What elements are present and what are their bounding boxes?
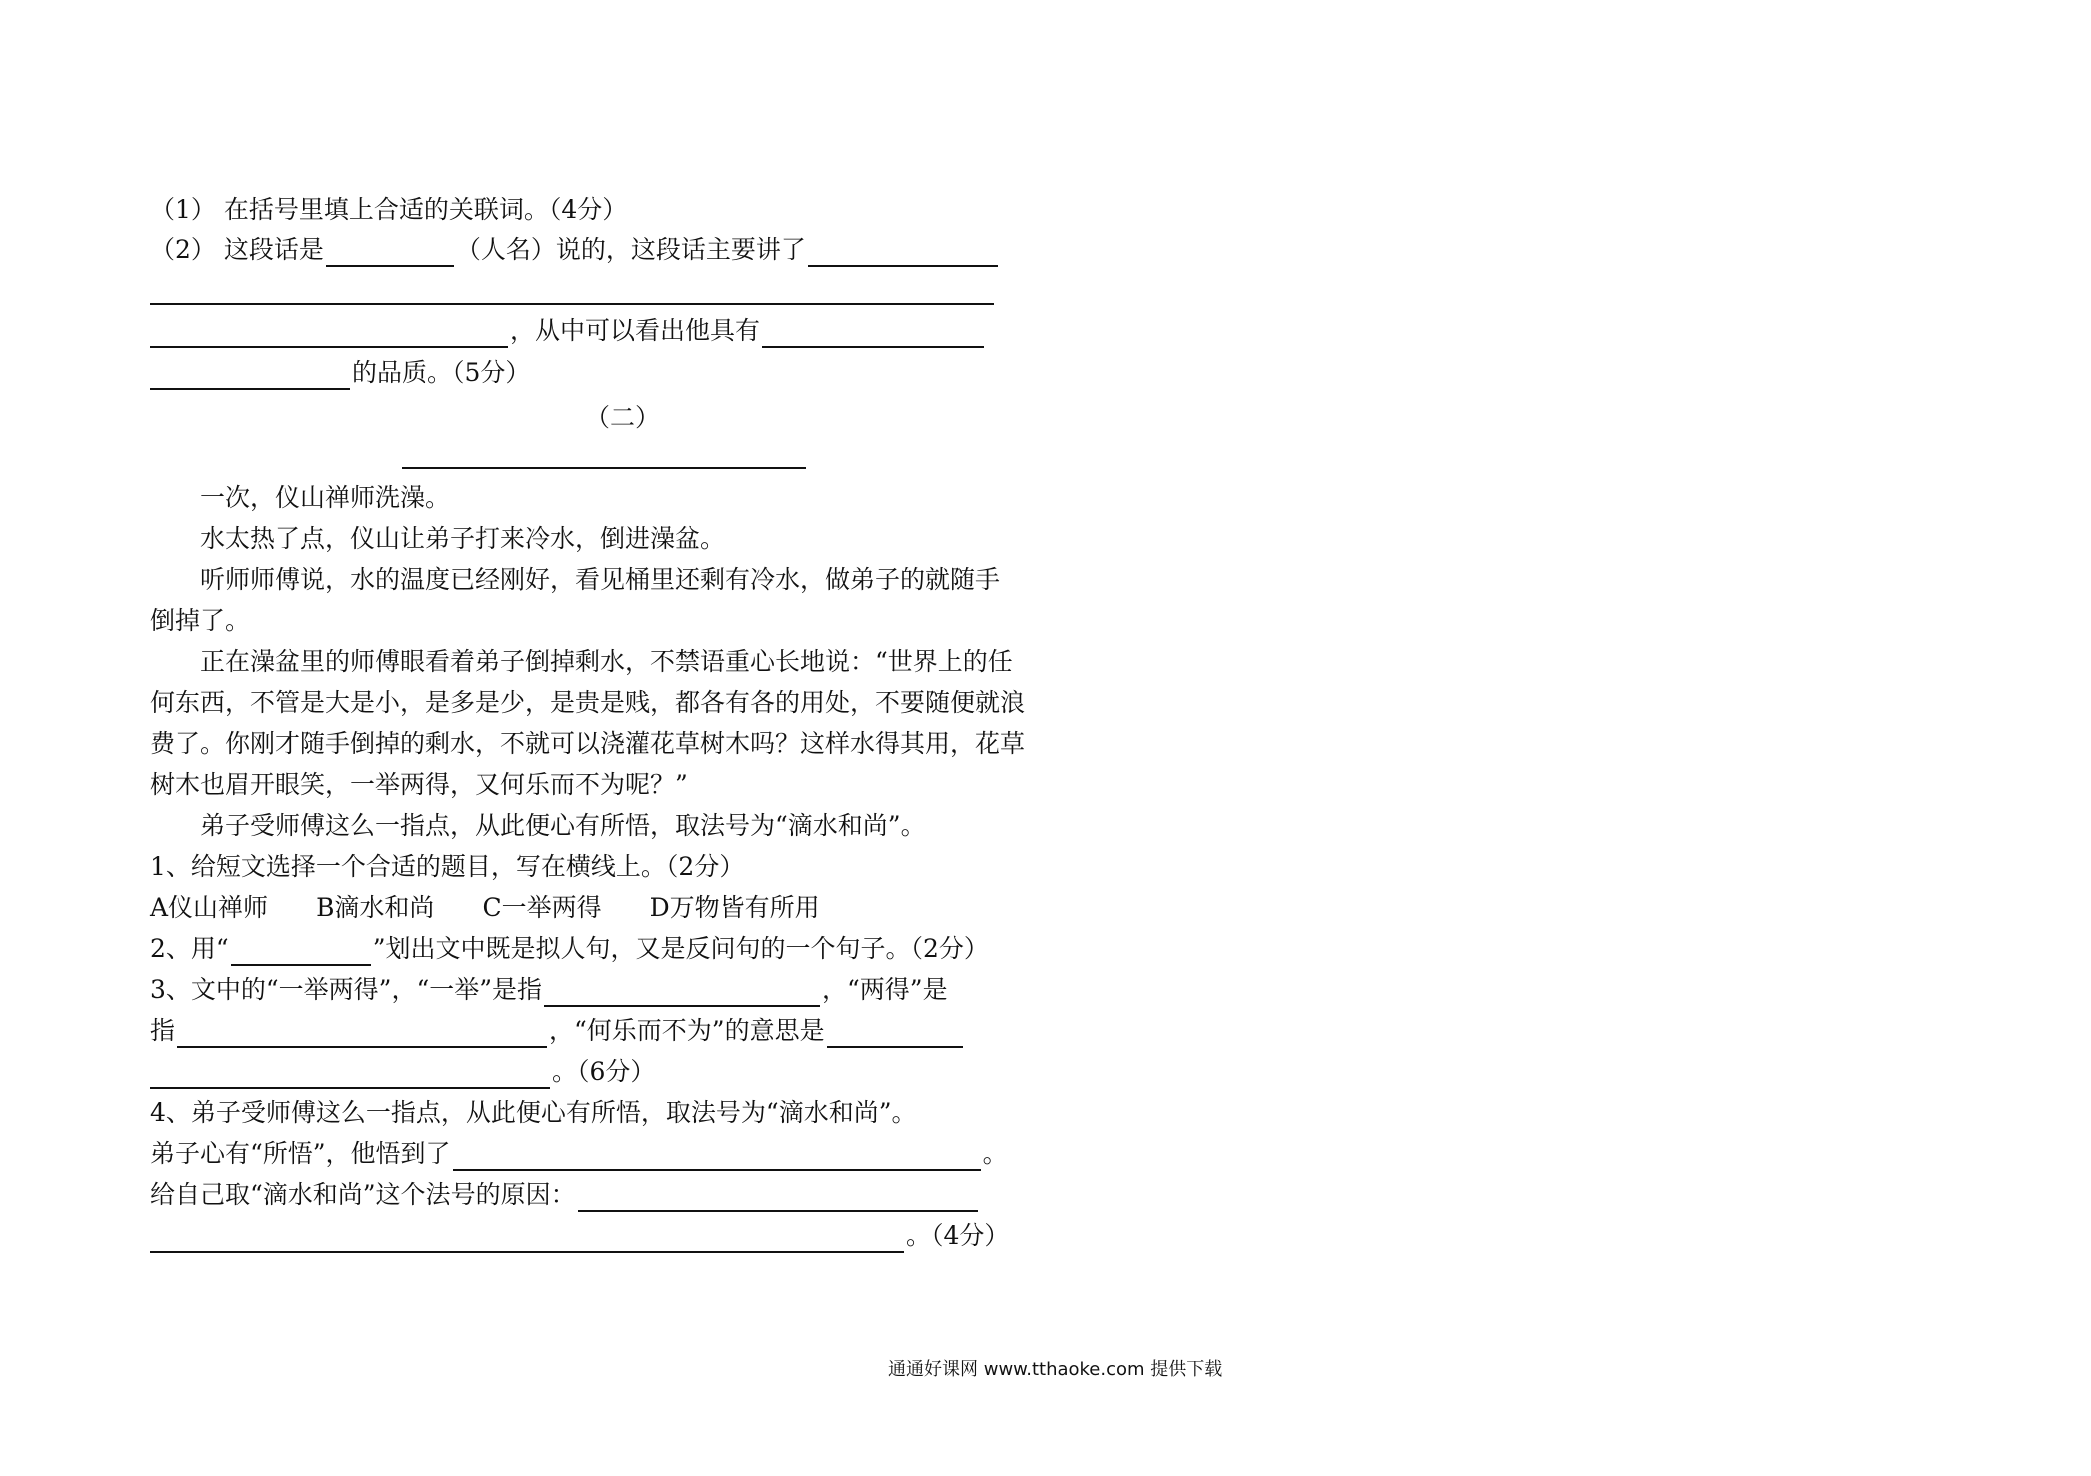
passage-paragraph: 树木也眉开眼笑，一举两得，又何乐而不为呢？” [150,770,688,799]
main-content-blank-2[interactable] [150,320,508,348]
underline-sample [231,942,371,966]
question-2-mid: （人名）说的，这段话主要讲了 [455,235,806,264]
question-2 [150,932,989,966]
question-2-mid2: ，从中可以看出他具有 [510,316,761,345]
passage-paragraph: 费了。你刚才随手倒掉的剩水，不就可以浇灌花草树木吗？这样水得其用，花草 [150,729,1026,758]
question-3-prefix: 3、文中的“一举两得”，“一举”是指 [150,975,543,1004]
passage-paragraph: 一次，仪山禅师洗澡。 [200,483,451,512]
question-4: 4、弟子受师傅这么一指点，从此便心有所悟，取法号为“滴水和尚”。 [150,1098,917,1127]
question-4-line-3 [150,1219,1009,1253]
speaker-name-blank[interactable] [326,239,454,267]
passage-paragraph: 水太热了点，仪山让弟子打来冷水，倒进澡盆。 [200,524,726,553]
question-2-end: 的品质。（5分） [352,358,531,387]
question-3-mid: ，“两得”是 [822,975,948,1004]
question-4-end: 。（4分） [906,1221,1010,1250]
question-2-suffix: ”划出文中既是拟人句，又是反问句的一个句子。（2分） [372,934,989,963]
question-4-a-end: 。 [982,1139,1008,1168]
option-b[interactable]: B滴水和尚 [316,893,435,922]
question-2-prefix: （2） 这段话是 [150,235,324,264]
liangde-meaning-blank[interactable] [177,1020,547,1048]
passage-paragraph: 何东西，不管是大是小，是多是少，是贵是贱，都各有各的用处，不要随便就浪 [150,688,1026,717]
reason-blank[interactable] [578,1184,978,1212]
question-3-line-2 [150,1014,965,1048]
passage-paragraph: 倒掉了。 [150,606,251,635]
question-4-b [150,1178,980,1212]
question-2-prefix: 2、用“ [150,934,229,963]
title-blank[interactable] [402,467,806,469]
quality-blank[interactable] [762,320,984,348]
option-a[interactable]: A仪山禅师 [150,893,269,922]
question-1: 1、给短文选择一个合适的题目，写在横线上。（2分） [150,852,745,881]
question-3-end: 。（6分） [552,1057,656,1086]
question-3-l2-mid: ，“何乐而不为”的意思是 [549,1016,825,1045]
passage-paragraph: 弟子受师傅这么一指点，从此便心有所悟，取法号为“滴水和尚”。 [200,811,926,840]
yiju-meaning-blank[interactable] [544,979,820,1007]
question-2-line-4 [150,356,530,390]
passage-paragraph: 听师师傅说，水的温度已经刚好，看见桶里还剩有冷水，做弟子的就随手 [200,565,1001,594]
section-heading: （二） [585,403,661,432]
option-d[interactable]: D万物皆有所用 [649,893,820,922]
question-2-line-3 [150,314,986,348]
question-1-instruction: （1） 在括号里填上合适的关联词。（4分） [150,195,628,224]
question-4-a [150,1137,1008,1171]
passage-paragraph: 正在澡盆里的师傅眼看着弟子倒掉剩水，不禁语重心长地说：“世界上的任 [200,647,1013,676]
reason-blank-2[interactable] [150,1225,904,1253]
question-4-a-label: 弟子心有“所悟”，他悟到了 [150,1139,451,1168]
footer-source: 通通好课网 www.tthaoke.com 提供下载 [888,1359,1223,1380]
quality-blank-2[interactable] [150,362,350,390]
answer-line[interactable] [150,303,994,305]
question-2-line-1 [150,233,1000,267]
main-content-blank[interactable] [808,239,998,267]
question-1-options [150,891,820,925]
heleerbuwei-blank-2[interactable] [150,1061,550,1089]
option-c[interactable]: C一举两得 [482,893,602,922]
heleerbuwei-blank[interactable] [827,1020,963,1048]
question-4-b-label: 给自己取“滴水和尚”这个法号的原因： [150,1180,576,1209]
question-3-l2-prefix: 指 [150,1016,176,1045]
question-3-line-1 [150,973,948,1007]
question-3-line-3 [150,1055,655,1089]
insight-blank[interactable] [453,1143,981,1171]
